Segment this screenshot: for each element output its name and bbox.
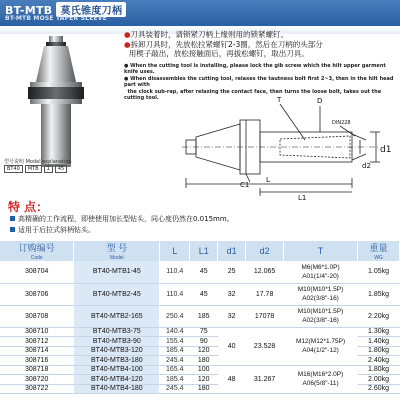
cell-d2: 12.065 — [246, 261, 284, 283]
cell-L1: 45 — [190, 283, 218, 305]
cell-model: BT40-MTB2-45 — [74, 283, 160, 305]
cell-L1: 90 — [190, 337, 218, 347]
cell-d2: 23.528 — [246, 327, 284, 365]
label-L1: L1 — [298, 194, 307, 202]
technical-drawing — [180, 92, 396, 202]
label-d1: d1 — [380, 145, 392, 155]
cell-L1: 185 — [190, 305, 218, 327]
cell-wg: 2.60kg — [358, 384, 400, 394]
note-en-3: the clock sub-rap, after relaxing the contact face, then turns the loose bolt, takes out the cutting tool. — [124, 88, 382, 102]
col-model: 型 号 — [74, 241, 160, 254]
cell-T: M12(M12*1.75P) A04(1/2"-12) — [284, 327, 358, 365]
note-zh-1: ●刀具装着时，请锁紧刀柄上缘则用的锁紧螺钉。 — [124, 30, 289, 39]
cell-L: 185.4 — [160, 375, 190, 385]
cell-L1: 180 — [190, 384, 218, 394]
cell-model: BT40-MTB4-120 — [74, 375, 160, 385]
cell-code: 308712 — [0, 337, 74, 347]
label-L: L — [266, 176, 270, 184]
cell-d2: 17.78 — [246, 283, 284, 305]
cell-d1: 32 — [218, 283, 246, 305]
model-code-part: 1 — [44, 165, 53, 173]
cell-L1: 100 — [190, 365, 218, 375]
table-row — [0, 327, 400, 337]
cell-code: 308720 — [0, 375, 74, 385]
cell-L: 110.4 — [160, 261, 190, 283]
cell-wg: 2.20kg — [358, 305, 400, 327]
label-D: D — [317, 97, 323, 105]
col-wg-en: WG — [358, 254, 400, 261]
cell-wg: 1.30kg — [358, 327, 400, 337]
sleeve-body — [41, 104, 71, 166]
cell-d2: 31.267 — [246, 365, 284, 394]
model-code-part: BT40 — [4, 165, 23, 173]
cell-wg: 1.85kg — [358, 283, 400, 305]
table-row — [0, 283, 400, 305]
spec-table — [0, 241, 400, 394]
cell-T: M16(M16*2.0P) A06(5/8"-11) — [284, 365, 358, 394]
cell-code: 308714 — [0, 346, 74, 356]
cell-model: BT40-MTB1-45 — [74, 261, 160, 283]
label-din: DIN228 — [332, 120, 351, 126]
cell-wg: 2.40kg — [358, 356, 400, 366]
page-subtitle: BT-MTB MOSE TAPER SLEEVE — [5, 15, 107, 22]
taper-shank — [36, 46, 76, 82]
cell-L: 140.4 — [160, 327, 190, 337]
col-code-en: Code — [0, 254, 74, 261]
col-L: L — [160, 241, 190, 261]
cell-code: 308722 — [0, 384, 74, 394]
cell-code: 308718 — [0, 365, 74, 375]
model-code-part: 45 — [55, 165, 67, 173]
col-T: T — [284, 241, 358, 261]
features-heading: 特 点： — [8, 200, 49, 214]
cell-L: 185.4 — [160, 346, 190, 356]
table-row — [0, 365, 400, 375]
label-T: T — [277, 96, 282, 104]
model-code-boxes — [4, 165, 67, 173]
cell-L1: 120 — [190, 346, 218, 356]
features-list — [10, 214, 234, 236]
bullet-square-icon — [10, 216, 15, 221]
table-row — [0, 305, 400, 327]
cell-L: 110.4 — [160, 283, 190, 305]
col-code: 订购编号 — [0, 241, 74, 254]
cell-d1: 32 — [218, 305, 246, 327]
model-code-part: MTB — [25, 165, 42, 173]
col-wg: 重量 — [358, 241, 400, 254]
col-L1: L1 — [190, 241, 218, 261]
cell-L: 165.4 — [160, 365, 190, 375]
cell-model: BT40-MTB2-165 — [74, 305, 160, 327]
cell-L: 250.4 — [160, 305, 190, 327]
feature-item: 适用于后拉式斜柄钻头。 — [10, 225, 234, 236]
cell-wg: 1.40kg — [358, 337, 400, 347]
title-zh: 莫氏锥度刀柄 — [56, 2, 126, 17]
col-d1: d1 — [218, 241, 246, 261]
cell-d2: 17078 — [246, 305, 284, 327]
cell-T: M10(M10*1.5P) A02(3/8"-16) — [284, 305, 358, 327]
table-header-row — [0, 241, 400, 254]
cell-L: 245.4 — [160, 356, 190, 366]
col-model-en: Model — [74, 254, 160, 261]
cell-code: 308708 — [0, 305, 74, 327]
cell-model: BT40-MTB3-90 — [74, 337, 160, 347]
table-row — [0, 261, 400, 283]
cell-L: 245.4 — [160, 384, 190, 394]
title-en: BT-MTB — [5, 4, 53, 17]
cell-model: BT40-MTB4-180 — [74, 384, 160, 394]
cell-d1: 48 — [218, 365, 246, 394]
cell-wg: 2.00kg — [358, 375, 400, 385]
note-en-2: ● When disassembles the cutting tool, relaxes the tautness bolt first 2~3, then in the hilt head part with — [124, 75, 394, 89]
model-explanation-label: 型号说明 Model explanation — [4, 159, 72, 165]
cell-T: M6(M6*1.0P) A01(1/4"-20) — [284, 261, 358, 283]
cell-T: M10(M10*1.5P) A02(3/8"-16) — [284, 283, 358, 305]
cell-model: BT40-MTB3-180 — [74, 356, 160, 366]
cell-model: BT40-MTB3-75 — [74, 327, 160, 337]
cell-wg: 1.05kg — [358, 261, 400, 283]
product-photo — [4, 24, 108, 174]
cell-d1: 40 — [218, 327, 246, 365]
col-d2: d2 — [246, 241, 284, 261]
cell-wg: 1.80kg — [358, 346, 400, 356]
label-d2: d2 — [362, 162, 371, 170]
cell-code: 308706 — [0, 283, 74, 305]
cell-d1: 25 — [218, 261, 246, 283]
pull-stud — [49, 36, 63, 42]
cell-model: BT40-MTB4-100 — [74, 365, 160, 375]
feature-item: 高精确的工作流程，即使使用加长型钻头，同心度仍然在0.015mm。 — [10, 214, 234, 225]
label-C1: C1 — [240, 181, 250, 189]
cell-L: 155.4 — [160, 337, 190, 347]
flange — [28, 87, 84, 99]
cell-L1: 120 — [190, 375, 218, 385]
bullet-square-icon — [10, 227, 15, 232]
note-en-1: ● When the cutting tool is installing, please lock the gib screw which the hilt upper garment knife uses. — [124, 62, 386, 76]
cell-wg: 1.80kg — [358, 365, 400, 375]
cell-code: 308710 — [0, 327, 74, 337]
cell-L1: 45 — [190, 261, 218, 283]
cell-code: 308716 — [0, 356, 74, 366]
cell-L1: 180 — [190, 356, 218, 366]
cell-L1: 75 — [190, 327, 218, 337]
cell-model: BT40-MTB3-120 — [74, 346, 160, 356]
note-zh-3: 用楔子敲出，放松接触面后，再拔松螺钉，取出刀具。 — [128, 49, 309, 58]
note-zh-2: ●拆卸刀具时，先放松拉紧螺钉2-3圈，然后在刀柄的头部分 — [124, 39, 323, 49]
cell-code: 308704 — [0, 261, 74, 283]
